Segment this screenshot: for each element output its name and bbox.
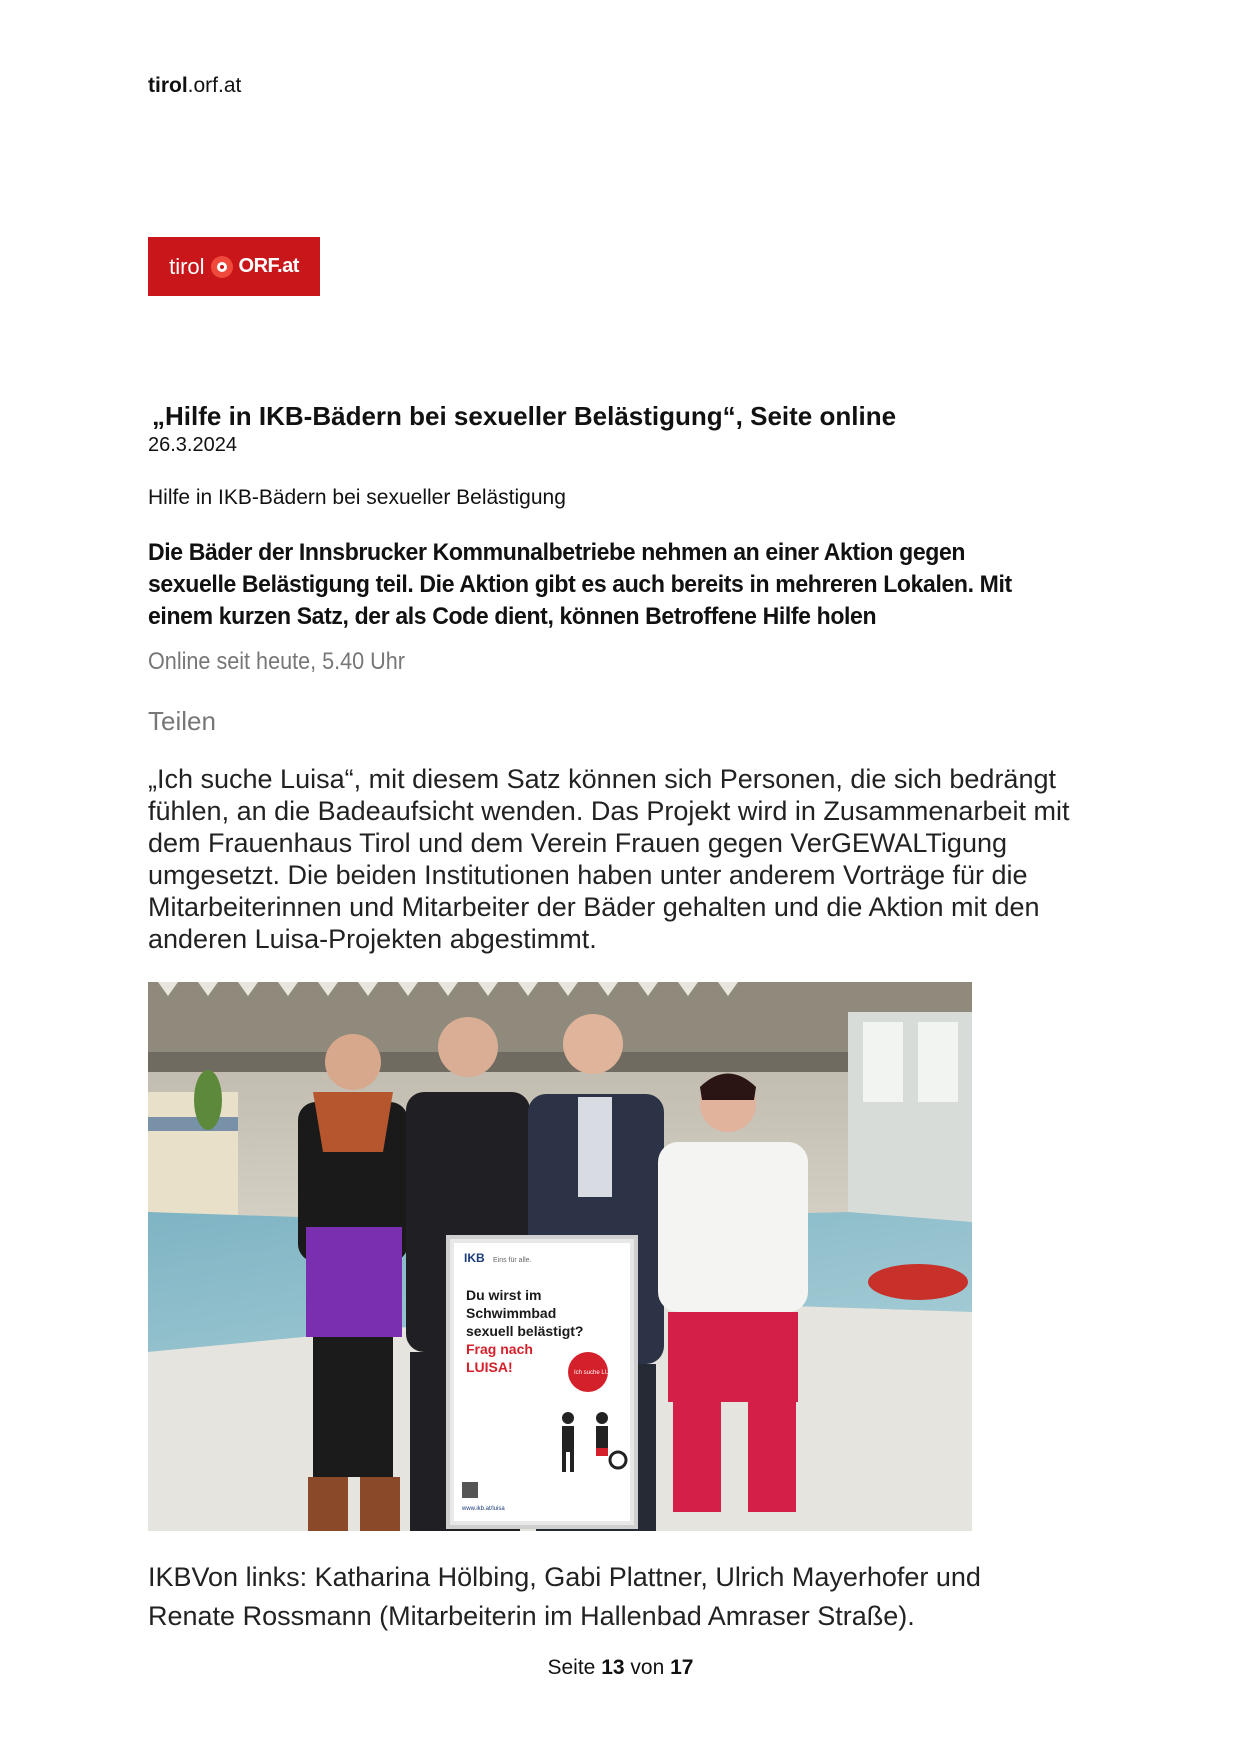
logo-left-text: tirol — [169, 253, 205, 279]
article-lead: Die Bäder der Innsbrucker Kommunalbetriebe nehmen an einer Aktion gegen sexuelle Belästigung teil. Die Aktion gibt es auch bereits in mehreren Lokalen. Mit einem kurzen Satz, der als Code dient, können Betroffene Hilfe holen — [148, 539, 1012, 630]
article-body: „Ich suche Luisa“, mit diesem Satz können sich Personen, die sich bedrängt fühlen, an die Badeaufsicht wenden. Das Projekt wird in Zusammenarbeit mit dem Frauenhaus Tirol und dem Verein Frauen gegen VerGEWALTigung umgesetzt. Die beiden Institutionen haben unter anderem Vorträge für die Mitarbeiterinnen und Mitarbeiter der Bäder gehalten und die Aktion mit den anderen Luisa-Projekten abgestimmt. — [148, 764, 1070, 954]
article-date: 26.3.2024 — [148, 434, 237, 456]
poster-headline-1: Du wirst im — [466, 1287, 542, 1303]
orf-eye-icon — [211, 256, 233, 278]
article-subtitle: Hilfe in IKB-Bädern bei sexueller Belästigung — [148, 486, 566, 509]
qr-code-icon — [462, 1482, 478, 1498]
poster-bubble-text: Ich suche LUISA! — [574, 1370, 621, 1376]
orf-logo — [148, 237, 320, 296]
site-name — [148, 74, 241, 98]
poster-tagline: Eins für alle. — [493, 1257, 532, 1264]
photo-caption: IKBVon links: Katharina Hölbing, Gabi Plattner, Ulrich Mayerhofer und Renate Rossmann (Mitarbeiterin im Hallenbad Amraser Straße). — [148, 1562, 981, 1631]
footer-total: 17 — [670, 1656, 694, 1679]
site-name-domain: .orf.at — [187, 74, 242, 97]
poster-brand: IKB — [464, 1251, 485, 1265]
online-since: Online seit heute, 5.40 Uhr — [148, 648, 405, 675]
poster-headline-3: sexuell belästigt? — [466, 1323, 584, 1339]
footer-page: 13 — [601, 1656, 625, 1679]
poster-headline-2: Schwimmbad — [466, 1305, 557, 1321]
article-photo — [148, 982, 972, 1531]
footer-prefix: Seite — [547, 1656, 596, 1679]
logo-right-text: ORF.at — [238, 255, 299, 277]
site-name-bold: tirol — [148, 74, 188, 97]
poster-url: www.ikb.at/luisa — [462, 1506, 505, 1512]
article-title: „Hilfe in IKB-Bädern bei sexueller Belästigung“, Seite online — [152, 401, 897, 431]
poster-headline-red-2: LUISA! — [466, 1359, 513, 1375]
footer-middle: von — [630, 1656, 665, 1679]
poster-headline-red-1: Frag nach — [466, 1341, 533, 1357]
share-label: Teilen — [148, 706, 216, 736]
page-footer — [0, 1656, 1241, 1680]
